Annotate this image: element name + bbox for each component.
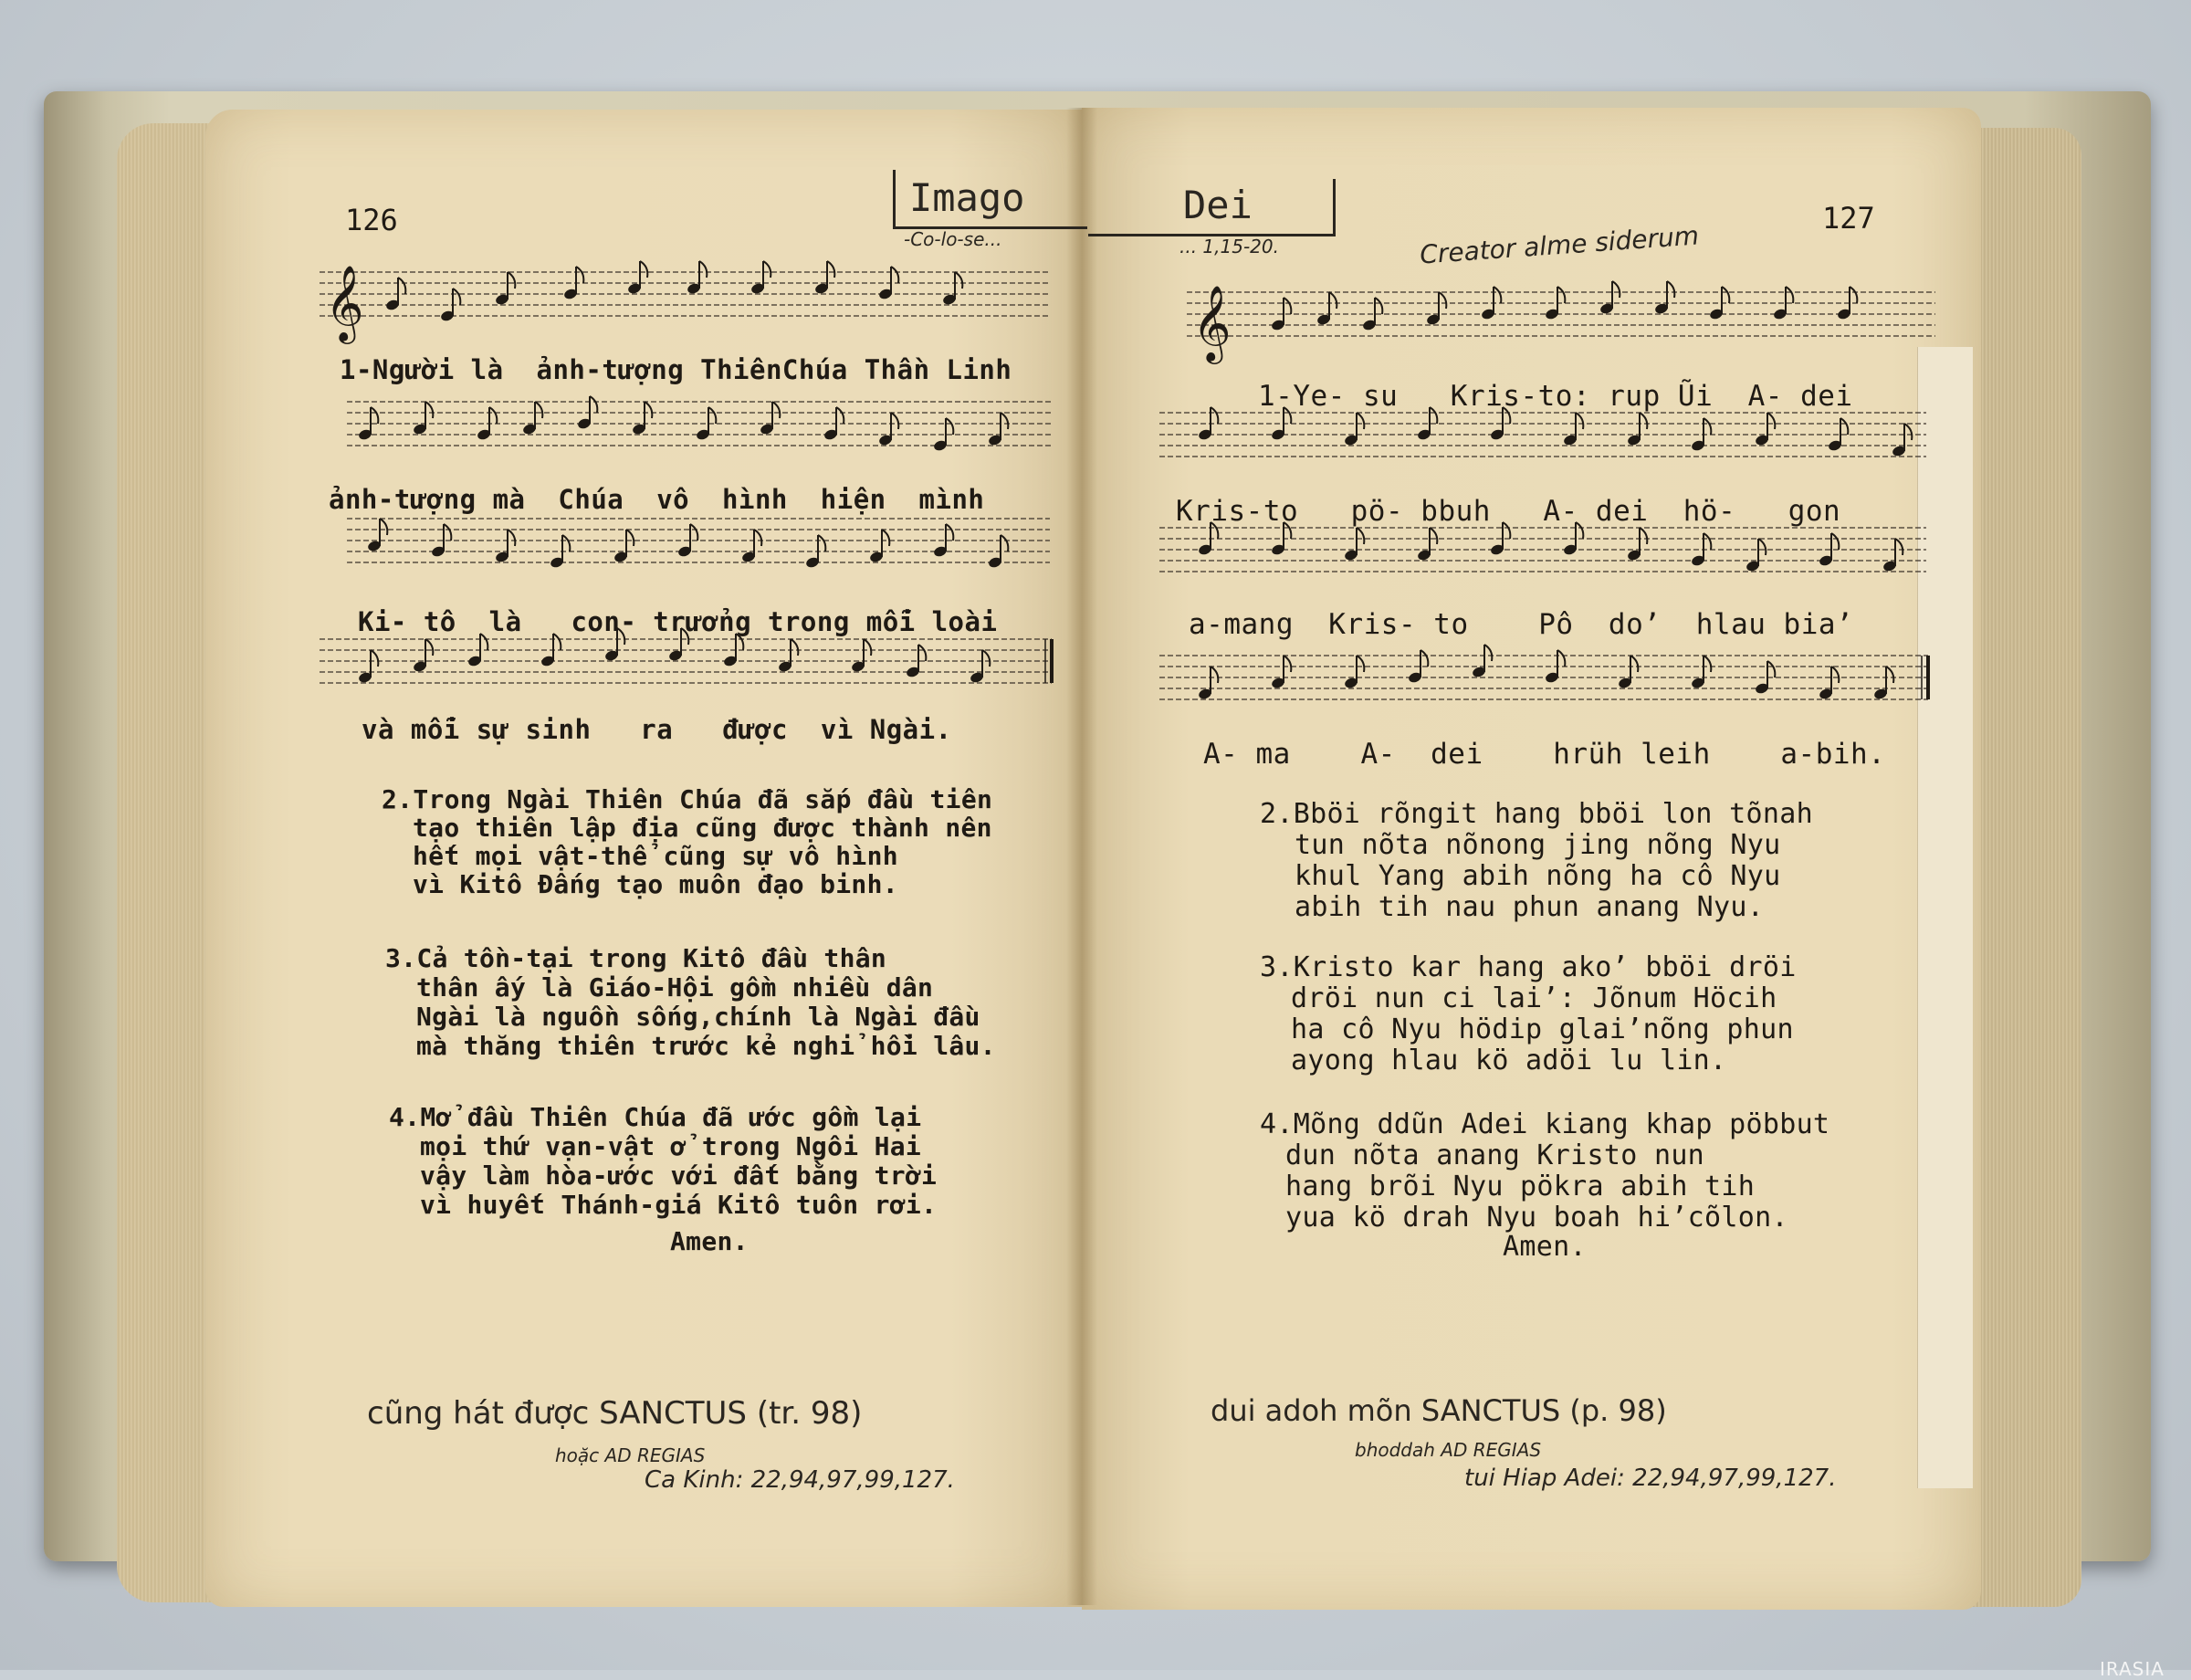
- right-stanza-2-line-3: khul Yang abih nõng ha cô Nyu: [1295, 860, 1781, 892]
- right-lyric-line-4: A- ma A- dei hrüh leih a-bih.: [1203, 738, 1886, 771]
- right-reference-note: ... 1,15-20.: [1179, 236, 1279, 257]
- left-stanza-3-line-4: mà thăng thiên trước kẻ nghỉ hồi lâu.: [416, 1031, 996, 1061]
- right-staff-2-note: [1344, 413, 1365, 446]
- right-stanza-4-line-2: dun nõta anang Kristo nun: [1285, 1139, 1705, 1171]
- left-staff-1-treble-clef: 𝄞: [325, 264, 364, 341]
- left-stanza-4-line-1: 4.Mở đầu Thiên Chúa đã ước gồm lại: [389, 1102, 922, 1132]
- right-stanza-3-line-1: 3.Kristo kar hang ako’ bböi dröi: [1260, 951, 1797, 983]
- right-stanza-3-line-2: dröi nun ci lai’: Jõnum Höcih: [1291, 982, 1777, 1014]
- left-stanza-2-line-3: hết mọi vật-thể cũng sự vô hình: [413, 841, 898, 871]
- right-footnote-line-1: dui adoh mõn SANCTUS (p. 98): [1211, 1393, 1667, 1428]
- left-lyric-line-1: 1-Người là ảnh-tượng ThiênChúa Thần Linh: [340, 354, 1012, 385]
- right-footnote-line-2: bhoddah AD REGIAS: [1355, 1439, 1542, 1461]
- right-staff-4-note: [1618, 656, 1639, 689]
- left-footnote-line-1: cũng hát được SANCTUS (tr. 98): [367, 1395, 863, 1432]
- right-staff-1-note: [1426, 292, 1447, 326]
- title-dei: Dei: [1183, 183, 1253, 227]
- right-staff-3-note: [1745, 539, 1766, 572]
- right-page-number: 127: [1822, 201, 1875, 236]
- right-staff-2-note: [1892, 424, 1913, 457]
- handwritten-hymn-tune: Creator alme siderum: [1419, 220, 1700, 270]
- right-staff-3-note: [1882, 539, 1903, 572]
- left-stanza-3-line-3: Ngài là nguồn sống,chính là Ngài đầu: [416, 1002, 980, 1032]
- right-stanza-2-line-1: 2.Bböi rõngit hang bböi lon tõnah: [1260, 798, 1813, 830]
- right-stanza-2-line-4: abih tih nau phun anang Nyu.: [1295, 891, 1765, 923]
- left-reference-note: -Co-lo-se...: [904, 228, 1002, 250]
- right-lyric-line-3: a-mang Kris- to Pô do’ hlau bia’: [1189, 608, 1854, 641]
- title-imago: Imago: [909, 175, 1025, 220]
- left-amen: Amen.: [670, 1226, 749, 1256]
- right-staff-1-note: [1599, 281, 1620, 315]
- right-stanza-2-line-2: tun nõta nõnong jing nõng Nyu: [1295, 829, 1781, 861]
- left-stanza-2-line-1: 2.Trong Ngài Thiên Chúa đã sắp đầu tiên: [382, 784, 993, 814]
- right-staff-4-note: [1271, 656, 1292, 689]
- left-page-number: 126: [345, 203, 398, 237]
- left-stanza-3-line-1: 3.Cả tồn-tại trong Kitô đầu thân: [385, 943, 887, 973]
- right-stanza-3-line-4: ayong hlau kö adöi lu lin.: [1291, 1045, 1727, 1076]
- right-staff-4-note: [1472, 645, 1493, 678]
- left-stanza-3-line-2: thân ấy là Giáo-Hội gồm nhiều dân: [416, 972, 934, 1003]
- right-stanza-4-line-4: yua kö drah Nyu boah hi’cõlon.: [1285, 1202, 1788, 1234]
- right-staff-1-note: [1316, 292, 1337, 326]
- right-staff-2-note: [1563, 413, 1584, 446]
- right-staff-3-note: [1627, 528, 1648, 562]
- right-staff-4-note: [1819, 667, 1840, 700]
- right-lyric-line-2: Kris-to pö- bbuh A- dei hö- gon: [1176, 495, 1841, 528]
- right-staff-3-note: [1344, 528, 1365, 562]
- right-staff-4-note: [1873, 667, 1894, 700]
- left-stanza-4-line-4: vì huyết Thánh-giá Kitô tuôn rơi.: [420, 1190, 938, 1220]
- right-footnote-line-3: tui Hiap Adei: 22,94,97,99,127.: [1464, 1465, 1837, 1492]
- right-staff-2-note: [1755, 413, 1776, 446]
- left-stanza-4-line-3: vậy làm hòa-ước với đất bằng trời: [420, 1160, 938, 1191]
- right-amen: Amen.: [1503, 1231, 1587, 1263]
- right-staff-4-note: [1344, 656, 1365, 689]
- right-staff-1-note: [1654, 281, 1675, 315]
- source-credit: IRASIA: [2100, 1658, 2165, 1680]
- right-lyric-line-1: 1-Ye- su Kris-to: rup Ũi A- dei: [1258, 380, 1853, 413]
- left-lyric-line-3: Ki- tô là con- trưởng trong mỗi loài: [358, 606, 998, 637]
- right-staff-2-note: [1627, 413, 1648, 446]
- right-staff-4-note: [1198, 667, 1219, 700]
- left-footnote-line-2: hoặc AD REGIAS: [555, 1444, 706, 1466]
- right-staff-4-note: [1691, 656, 1712, 689]
- left-stanza-2-line-2: tạo thiên lập địa cũng được thành nên: [413, 813, 992, 843]
- right-stanza-3-line-3: ha cô Nyu hödip glai’nõng phun: [1291, 1013, 1794, 1045]
- left-lyric-line-4: và mỗi sự sinh ra được vì Ngài.: [362, 714, 952, 745]
- right-staff-3-note: [1417, 528, 1438, 562]
- left-stanza-4-line-2: mọi thứ vạn-vật ở trong Ngôi Hai: [420, 1131, 922, 1161]
- left-footnote-line-3: Ca Kinh: 22,94,97,99,127.: [645, 1466, 955, 1494]
- left-stanza-2-line-4: vì Kitô Đấng tạo muôn đạo binh.: [413, 869, 898, 899]
- left-lyric-line-2: ảnh-tượng mà Chúa vô hình hiện mình: [329, 484, 985, 515]
- right-staff-1-treble-clef: 𝄞: [1192, 284, 1232, 361]
- right-stanza-4-line-3: hang brõi Nyu pökra abih tih: [1285, 1171, 1756, 1202]
- right-stanza-4-line-1: 4.Mõng ddũn Adei kiang khap pöbbut: [1260, 1108, 1830, 1140]
